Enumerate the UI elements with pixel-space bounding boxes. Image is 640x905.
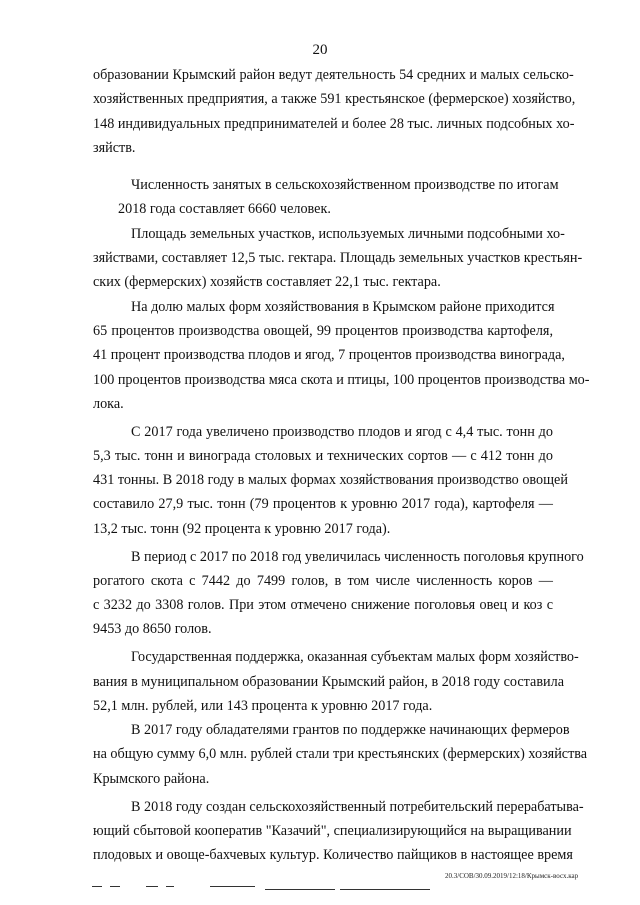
- text-line: образовании Крымский район ведут деятельность 54 средних и малых сельско-: [93, 67, 574, 83]
- text-line: 148 индивидуальных предпринимателей и более 28 тыс. личных подсобных хо-: [93, 116, 575, 132]
- text-line: зяйств.: [93, 140, 136, 156]
- text-line: 13,2 тыс. тонн (92 процента к уровню 2017 года).: [93, 521, 391, 537]
- text-line: 52,1 млн. рублей, или 143 процента к уровню 2017 года.: [93, 698, 433, 714]
- text-line: 65 процентов производства овощей, 99 процентов производства картофеля,: [93, 323, 553, 339]
- text-line: Численность занятых в сельскохозяйственном производстве по итогам: [131, 177, 559, 193]
- text-line: ских (фермерских) хозяйств составляет 22,1 тыс. гектара.: [93, 274, 441, 290]
- text-line: хозяйственных предприятия, а также 591 крестьянское (фермерское) хозяйство,: [93, 91, 576, 107]
- text-line: вания в муниципальном образовании Крымский район, в 2018 году составила: [93, 674, 565, 690]
- scan-mark: [110, 886, 120, 887]
- text-line: составило 27,9 тыс. тонн (79 процентов к уровню 2017 года), картофеля —: [93, 496, 553, 512]
- text-line: лока.: [93, 396, 124, 412]
- text-line: ющий сбытовой кооператив "Казачий", специализирующийся на выращивании: [93, 823, 572, 839]
- text-line: 9453 до 8650 голов.: [93, 621, 212, 637]
- text-line: с 3232 до 3308 голов. При этом отмечено снижение поголовья овец и коз с: [93, 597, 553, 613]
- text-line: На долю малых форм хозяйствования в Крымском районе приходится: [131, 299, 555, 315]
- text-line: 2018 года составляет 6660 человек.: [118, 201, 331, 217]
- text-line: В 2018 году создан сельскохозяйственный потребительский перерабатыва-: [131, 799, 584, 815]
- scan-mark: [166, 886, 174, 887]
- scan-mark: [340, 889, 430, 890]
- text-line: 5,3 тыс. тонн и винограда столовых и технических сортов — с 412 тонн до: [93, 448, 553, 464]
- text-line: С 2017 года увеличено производство плодов и ягод с 4,4 тыс. тонн до: [131, 424, 553, 440]
- text-line: 100 процентов производства мяса скота и птицы, 100 процентов производства мо-: [93, 372, 590, 388]
- text-line: В период с 2017 по 2018 год увеличилась численность поголовья крупного: [131, 549, 584, 565]
- scan-mark: [265, 889, 335, 890]
- text-line: на общую сумму 6,0 млн. рублей стали три крестьянских (фермерских) хозяйства: [93, 746, 588, 762]
- text-line: В 2017 году обладателями грантов по поддержке начинающих фермеров: [131, 722, 570, 738]
- document-code: 20.3/СОВ/30.09.2019/12:18/Крымск-восх.кар: [445, 872, 579, 880]
- text-line: 431 тонны. В 2018 году в малых формах хозяйствования производство овощей: [93, 472, 568, 488]
- text-line: рогатого скота с 7442 до 7499 голов, в том числе численность коров —: [93, 573, 553, 589]
- scan-mark: [210, 886, 255, 887]
- text-line: плодовых и овоще-бахчевых культур. Количество пайщиков в настоящее время: [93, 847, 573, 863]
- text-line: Площадь земельных участков, используемых личными подсобными хо-: [131, 226, 565, 242]
- text-line: 41 процент производства плодов и ягод, 7 процентов производства винограда,: [93, 347, 565, 363]
- text-line: зяйствами, составляет 12,5 тыс. гектара. Площадь земельных участков крестьян-: [93, 250, 583, 266]
- scan-mark: [146, 886, 158, 887]
- text-line: Крымского района.: [93, 771, 210, 787]
- page-number: 20: [312, 42, 328, 58]
- scan-mark: [92, 886, 102, 887]
- text-line: Государственная поддержка, оказанная субъектам малых форм хозяйство-: [131, 649, 579, 665]
